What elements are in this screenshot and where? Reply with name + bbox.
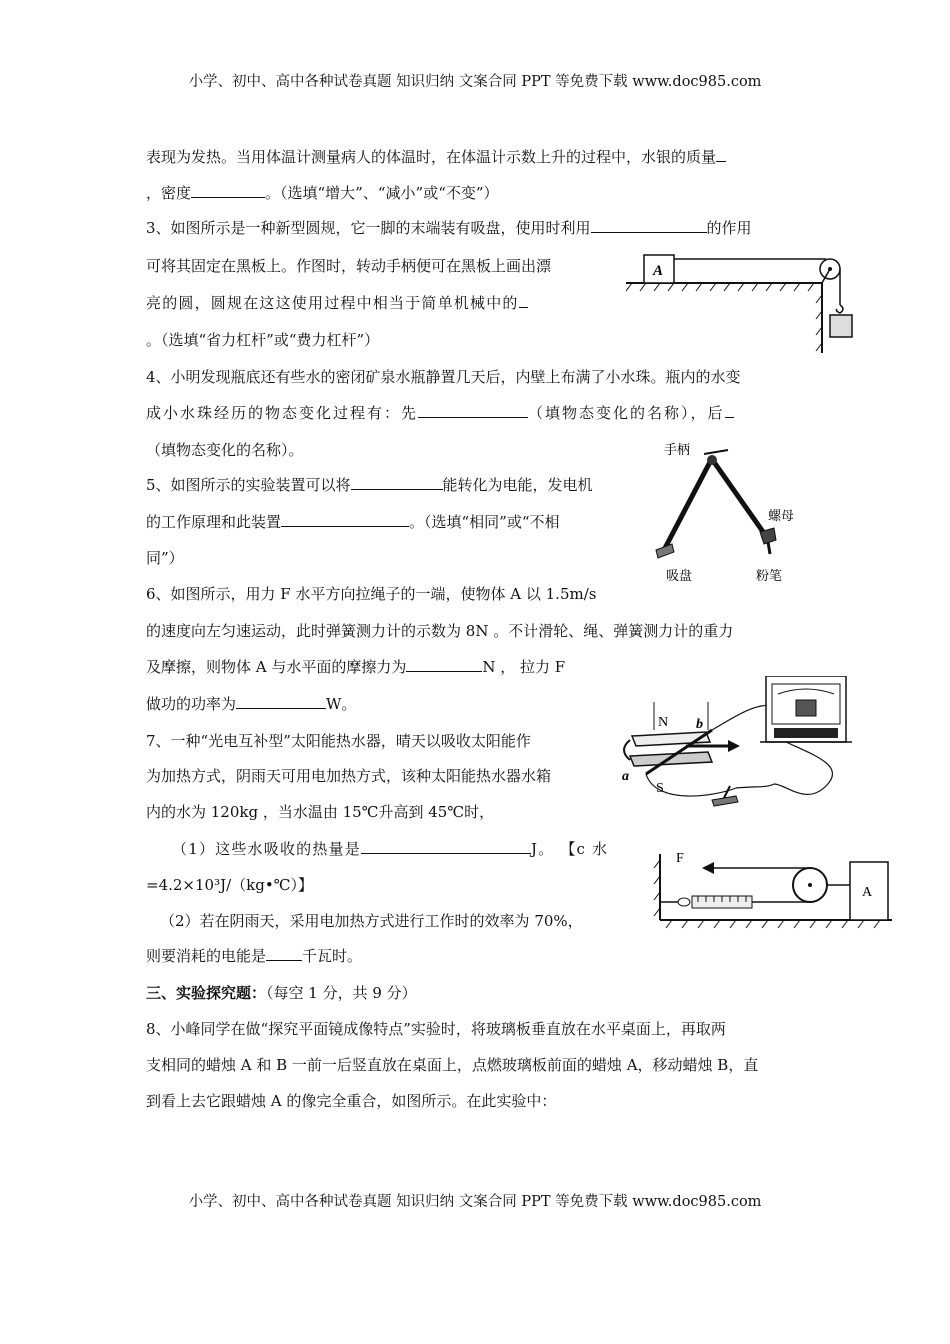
text-line: 为加热方式，阴雨天可用电加热方式，该种太阳能热水器水箱	[146, 767, 552, 785]
text-line: （填物态变化的名称）。	[146, 441, 304, 459]
label-b: b	[696, 717, 703, 732]
text-line: 可将其固定在黑板上。作图时，转动手柄便可在黑板上画出漂	[146, 257, 552, 275]
page-footer: 小学、初中、高中各种试卷真题 知识归纳 文案合同 PPT 等免费下载 www.doc985.com	[188, 1194, 762, 1210]
text-line: 的工作原理和此装置 。（选填“相同”或“不相	[146, 513, 560, 531]
block-a-label: A	[653, 263, 664, 279]
label-s-pole: S	[656, 781, 664, 796]
label-n-pole: N	[658, 715, 669, 730]
text-line: =4.2×10³J/（kg•℃）】	[146, 876, 313, 894]
text-line: 同”）	[146, 549, 184, 567]
label-f: F	[676, 851, 684, 866]
text-line: 内的水为 120kg ，当水温由 15℃升高到 45℃时，	[146, 803, 495, 821]
text-line: 则要消耗的电能是 千瓦时。	[146, 947, 363, 965]
text-line: 表现为发热。当用体温计测量病人的体温时，在体温计示数上升的过程中，水银的质量	[146, 147, 726, 167]
compass-figure	[652, 440, 802, 590]
label-nut: 螺母	[768, 509, 795, 524]
generator-figure	[616, 676, 866, 826]
text-line: （1）这些水吸收的热量是 J。 【c 水	[172, 840, 609, 858]
text-line: 亮的圆，圆规在这这使用过程中相当于简单机械中的	[146, 293, 528, 313]
block-a-label: A	[862, 885, 873, 900]
text-line: 到看上去它跟蜡烛 A 的像完全重合，如图所示。在此实验中：	[146, 1092, 557, 1110]
text-line: 4、小明发现瓶底还有些水的密闭矿泉水瓶静置几天后，内壁上布满了小水珠。瓶内的水变	[146, 368, 741, 386]
page-header: 小学、初中、高中各种试卷真题 知识归纳 文案合同 PPT 等免费下载 www.doc985.com	[188, 74, 762, 90]
text-line: 。（选填“省力杠杆”或“费力杠杆”）	[146, 331, 380, 349]
text-line: 支相同的蜡烛 A 和 B 一前一后竖直放在桌面上，点燃玻璃板前面的蜡烛 A，移动蜡烛 B，直	[146, 1056, 759, 1074]
pulley-table-figure	[626, 245, 866, 355]
text-line: 8、小峰同学在做“探究平面镜成像特点”实验时，将玻璃板垂直放在水平桌面上，再取两	[146, 1020, 726, 1038]
text-line: 5、如图所示的实验装置可以将 能转化为电能，发电机	[146, 476, 593, 494]
text-line: 及摩擦，则物体 A 与水平面的摩擦力为 N ， 拉力 F	[146, 658, 566, 676]
text-line: 的速度向左匀速运动，此时弹簧测力计的示数为 8N 。不计滑轮、绳、弹簧测力计的重力	[146, 622, 734, 640]
spring-pulley-figure	[652, 844, 892, 934]
label-chalk: 粉笔	[756, 569, 783, 584]
text-line: 6、如图所示，用力 F 水平方向拉绳子的一端，使物体 A 以 1.5m/s	[146, 585, 597, 603]
text-line: 成小水珠经历的物态变化过程有：先 （填物态变化的名称），后	[146, 403, 734, 423]
label-a: a	[622, 769, 629, 784]
text-line: 做功的功率为 W。	[146, 695, 357, 713]
text-line: 3、如图所示是一种新型圆规，它一脚的末端装有吸盘，使用时利用 的作用	[146, 219, 752, 237]
text-line: 7、一种“光电互补型”太阳能热水器，晴天以吸收太阳能作	[146, 732, 531, 750]
text-line: （2）若在阴雨天，采用电加热方式进行工作时的效率为 70%，	[160, 912, 583, 930]
label-sucker: 吸盘	[666, 569, 693, 584]
label-handle: 手柄	[664, 443, 691, 458]
text-line: ，密度 。（选填“增大”、“减小”或“不变”）	[146, 184, 499, 202]
section-heading: 三、实验探究题：（每空 1 分，共 9 分）	[146, 984, 417, 1002]
